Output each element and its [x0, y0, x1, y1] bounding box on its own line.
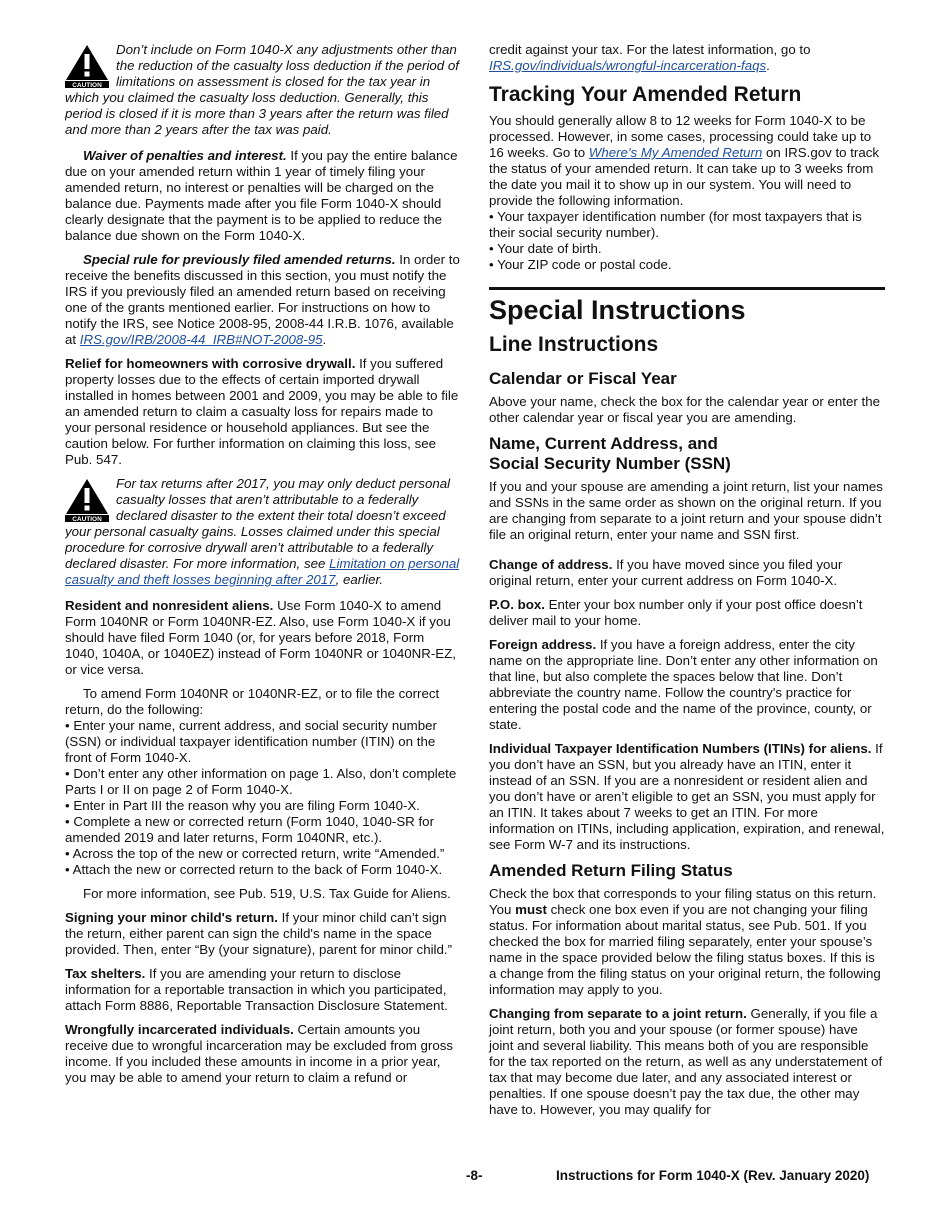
- paragraph-special-rule: Special rule for previously filed amended returns. In order to receive the benefits discussed in this section, you must notify the IRS if you previously filed an amended return based on receiving one of the grants mentioned earlier. For instructions on how to notify the IRS, see Notice 2008-95, 2008-44 I.R.B. 1076, available at IRS.gov/IRB/2008-44_IRB#NOT-2008-95.: [65, 252, 460, 347]
- paragraph-itin: Individual Taxpayer Identification Numbers (ITINs) for aliens. If you don’t have an SSN, but you already have an ITIN, enter it instead of an SSN. If you are a nonresident or resident alien and you don’t have or aren’t eligible to get an SSN, you must apply for an ITIN. It takes about 7 weeks to get an ITIN. For more information on ITINs, including application, expiration, and renewal, see Form W-7 and its instructions.: [489, 741, 885, 852]
- heading-tax-shelters: Tax shelters.: [65, 966, 146, 981]
- list-item: • Enter your name, current address, and social security number (SSN) or individual taxpayer identification number (ITIN) on the front of Form 1040-X.: [65, 718, 437, 765]
- link-wrongful-incarceration-faqs[interactable]: IRS.gov/individuals/wrongful-incarceration-faqs: [489, 58, 767, 73]
- paragraph-tracking: You should generally allow 8 to 12 weeks for Form 1040-X to be processed. However, in some cases, processing could take up to 16 weeks. Go to Where's My Amended Return on IRS.gov to track the status of your amended return. It can take up to 3 weeks from the date you mail it to show up in our system. You will need to provide the following information.: [489, 113, 880, 208]
- caution-icon: [65, 478, 109, 522]
- heading-name-address-ssn: Name, Current Address, and Social Security Number (SSN): [489, 434, 731, 473]
- heading-change-address: Change of address.: [489, 557, 613, 572]
- caution-label: CAUTION: [72, 81, 102, 88]
- paragraph-drywall: [65, 356, 461, 468]
- page-number: -8-: [466, 1168, 483, 1183]
- paragraph-wrongfully-incarcerated: [65, 1022, 461, 1086]
- caution-text-casualty: Don’t include on Form 1040-X any adjustments other than the reduction of the casualty loss deduction if the period of limitations on assessment is closed for the tax year in which you claimed the casualty loss deduction. Generally, this period is closed if it is more than 3 years after the return was filed and more than 2 years after the tax was paid.: [65, 42, 459, 137]
- heading-waiver: Waiver of penalties and interest.: [83, 148, 287, 163]
- right-column: [489, 42, 885, 1126]
- heading-tracking: Tracking Your Amended Return: [489, 83, 802, 106]
- link-wheres-my-amended-return[interactable]: Where's My Amended Return: [588, 145, 763, 160]
- heading-resident-aliens: Resident and nonresident aliens.: [65, 598, 274, 613]
- heading-special-instructions: Special Instructions: [489, 287, 885, 326]
- heading-calendar-year: Calendar or Fiscal Year: [489, 369, 677, 388]
- list-item: • Your ZIP code or postal code.: [489, 257, 672, 272]
- list-item: • Your date of birth.: [489, 241, 602, 256]
- paragraph-pub519: For more information, see Pub. 519, U.S. Tax Guide for Aliens.: [83, 886, 451, 901]
- link-irb-notice[interactable]: IRS.gov/IRB/2008-44_IRB#NOT-2008-95: [79, 332, 323, 347]
- paragraph-amend-intro: To amend Form 1040NR or 1040NR-EZ, or to file the correct return, do the following:: [65, 686, 440, 717]
- caution-text-drywall: For tax returns after 2017, you may only deduct personal casualty losses that aren’t attributable to a federally declared disaster to the extent their total doesn’t exceed your personal casualty gains. Losses claimed under this special procedure for corrosive drywall aren’t attributable to a federally declared disaster. For more information, see: [65, 476, 451, 571]
- paragraph-change-address: Change of address. If you have moved since you filed your original return, enter your current address on Form 1040-X.: [489, 557, 843, 588]
- text-resident-aliens: Use Form 1040-X to amend Form 1040NR or Form 1040NR-EZ. Also, use Form 1040-X if you should have filed Form 1040 (or, for years before 2018, Form 1040, 1040A, or 1040EZ) instead of Form 1040NR or 1040NR-EZ, or vice versa.: [65, 598, 456, 677]
- list-tracking-info: [489, 209, 885, 273]
- text-wrongfully-incarcerated: Certain amounts you receive due to wrongful incarceration may be excluded from gross income. If you included these amounts in income in a prior year, you may be able to amend your return to claim a refund or: [65, 1022, 454, 1085]
- paragraph-minor-child: [65, 910, 461, 958]
- text-tax-shelters: If you are amending your return to disclose information for a reportable transaction in which you participated, attach Form 8886, Reportable Transaction Disclosure Statement.: [65, 966, 448, 1013]
- text-minor-child: If your minor child can’t sign the return, either parent can sign the child's name in the space provided. Then, enter “By (your signature), parent for minor child.”: [65, 910, 453, 957]
- heading-po-box: P.O. box.: [489, 597, 545, 612]
- list-item: • Attach the new or corrected return to the back of Form 1040-X.: [65, 862, 443, 877]
- text-drywall: If you suffered property losses due to the effects of certain imported drywall installed in homes between 2001 and 2009, you may be able to file an amended return to claim a casualty loss for repairs made to your personal residence or household appliances. But see the caution below. For further information on claiming this loss, see Pub. 547.: [65, 356, 459, 467]
- heading-special-rule: Special rule for previously filed amended returns.: [83, 252, 396, 267]
- list-item: • Complete a new or corrected return (Form 1040, 1040-SR for amended 2019 and later returns, Form 1040NR, etc.).: [65, 814, 435, 845]
- paragraph-waiver: [65, 148, 461, 244]
- paragraph-foreign-address: Foreign address. If you have a foreign address, enter the city name on the appropriate line. Don’t enter any other information on that line, but also complete the spaces below that line. Don’t abbreviate the country name. Follow the country's practice for entering the postal code and the name of the province, county, or state.: [489, 637, 878, 732]
- paragraph-filing-status: Check the box that corresponds to your filing status on this return. You must check one box even if you are not changing your filing status. For information about marital status, see Pub. 501. If you checked the box for married filing separately, enter your spouse’s name in the space provided below the filing status boxes. If this is a change from the filing status on your original return, the following information may apply to you.: [489, 886, 881, 997]
- paragraph-name-address-ssn: If you and your spouse are amending a joint return, list your names and SSNs in the same order as shown on the original return. If you are changing from separate to a joint return and your spouse didn’t file an original return, enter your name and SSN first.: [489, 479, 883, 542]
- paragraph-tax-shelters: [65, 966, 461, 1014]
- heading-drywall: Relief for homeowners with corrosive drywall.: [65, 356, 356, 371]
- caution-box-drywall: CAUTION For tax returns after 2017, you may only deduct personal casualty losses that aren’t attributable to a federally declared disaster to the extent their total doesn’t exceed your personal casualty gains. Losses claimed under this special procedure for corrosive drywall aren’t attributable to a federally declared disaster. For more information, see Limitation on personal casualty and theft losses beginning after 2017, earlier.: [65, 476, 460, 587]
- paragraph-po-box: P.O. box. Enter your box number only if your post office doesn’t deliver mail to your home.: [489, 597, 863, 628]
- footer-title: Instructions for Form 1040-X (Rev. January 2020): [556, 1168, 870, 1183]
- heading-foreign-address: Foreign address.: [489, 637, 597, 652]
- caution-label: CAUTION: [72, 515, 102, 522]
- heading-filing-status: Amended Return Filing Status: [489, 861, 733, 880]
- list-item: • Across the top of the new or corrected return, write “Amended.”: [65, 846, 445, 861]
- paragraph-continued: credit against your tax. For the latest information, go to IRS.gov/individuals/wrongful-incarceration-faqs.: [489, 42, 811, 73]
- heading-separate-to-joint: Changing from separate to a joint return.: [489, 1006, 747, 1021]
- paragraph-calendar-year: Above your name, check the box for the calendar year or enter the other calendar year or fiscal year you are amending.: [489, 394, 881, 425]
- caution-icon: [65, 44, 109, 88]
- text-special-rule: In order to receive the benefits discussed in this section, you must notify the IRS if you previously filed an amended return based on receiving one of the grants mentioned earlier. For instructions on how to notify the IRS, see Notice 2008-95, 2008-44 I.R.B. 1076, available at: [65, 252, 460, 347]
- list-item: • Your taxpayer identification number (for most taxpayers that is their social security number).: [489, 209, 862, 240]
- left-column: [65, 42, 461, 1094]
- list-amend-steps: [65, 718, 461, 878]
- heading-wrongfully-incarcerated: Wrongfully incarcerated individuals.: [65, 1022, 294, 1037]
- link-limitation-losses[interactable]: Limitation on personal casualty and theft losses beginning after 2017: [65, 556, 460, 587]
- heading-minor-child: Signing your minor child's return.: [65, 910, 278, 925]
- list-item: • Don’t enter any other information on page 1. Also, don’t complete Parts I or II on page 2 of Form 1040-X.: [65, 766, 457, 797]
- heading-itin: Individual Taxpayer Identification Numbers (ITINs) for aliens.: [489, 741, 872, 756]
- caution-box-casualty: [65, 42, 461, 138]
- list-item: • Enter in Part III the reason why you are filing Form 1040-X.: [65, 798, 420, 813]
- paragraph-resident-aliens: [65, 598, 461, 678]
- paragraph-separate-to-joint: Changing from separate to a joint return. Generally, if you file a joint return, both you and your spouse (or former spouse) have joint and several liability. This means both of you are responsible for the tax reported on the return, as well as any understatement of tax that may become due later, and any associated interest or penalties. If one spouse doesn’t pay the tax due, the other may have to. However, you may qualify for: [489, 1006, 883, 1117]
- heading-line-instructions: Line Instructions: [489, 333, 659, 356]
- text-waiver: If you pay the entire balance due on your amended return within 1 year of timely filing your amended return, no interest or penalties will be charged on the balance due. Payments made after you file Form 1040-X should clearly designate that the payment is to be applied to reduce the balance due shown on the Form 1040-X.: [65, 148, 458, 243]
